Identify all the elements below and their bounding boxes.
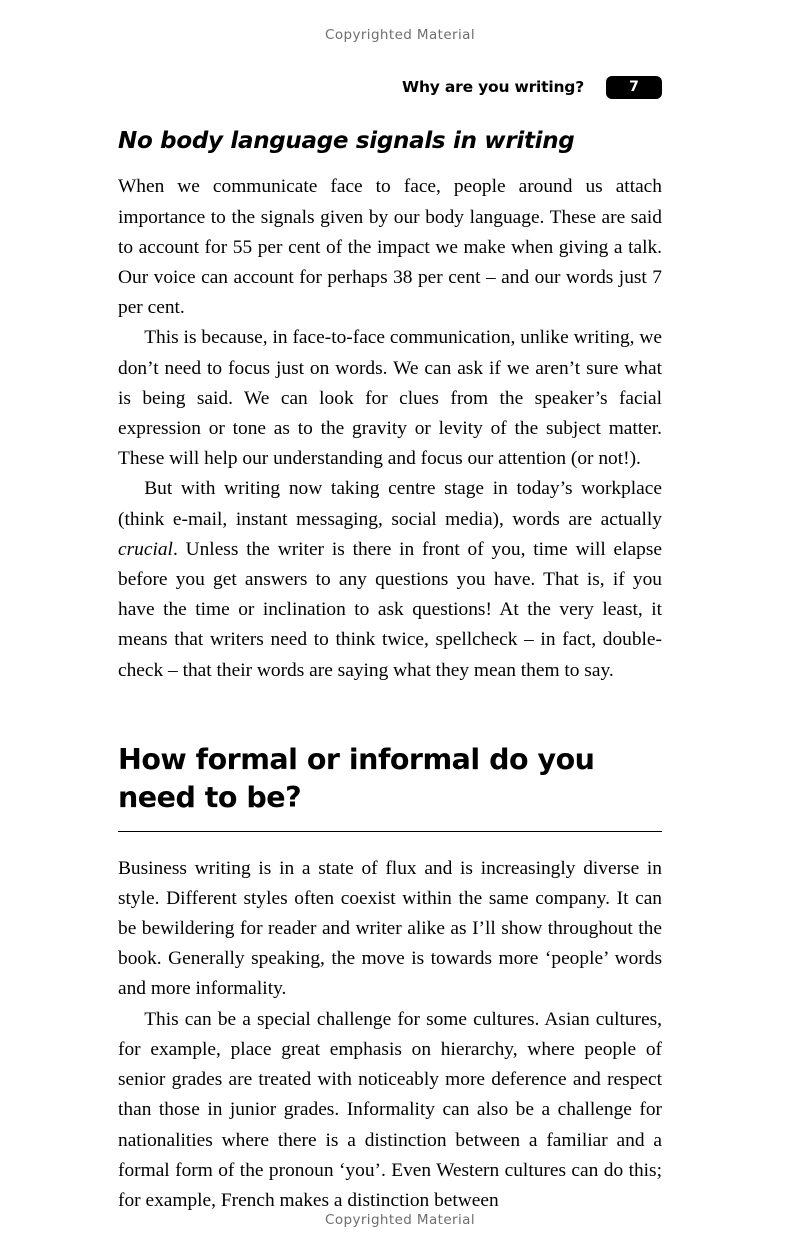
section-body-how-formal bbox=[118, 854, 662, 1216]
section-no-body-language bbox=[118, 128, 662, 686]
heading-divider bbox=[118, 831, 662, 832]
paragraph: When we communicate face to face, people around us attach importance to the signals given by our body language. These are said to account for 55 per cent of the impact we make when giving a talk. Our voice can account for perhaps 38 per cent – and our words just 7 per cent. bbox=[118, 176, 662, 319]
copyright-watermark-top: Copyrighted Material bbox=[325, 27, 475, 43]
paragraph: Business writing is in a state of flux and is increasingly diverse in style. Different styles often coexist within the same company. It can be bewildering for reader and writer alike as I’ll show throughout the book. Generally speaking, the move is towards more ‘people’ words and more informality. bbox=[118, 857, 662, 1000]
copyright-watermark-bottom: Copyrighted Material bbox=[325, 1212, 475, 1228]
section-how-formal bbox=[118, 741, 662, 1216]
running-head-title: Why are you writing? bbox=[402, 78, 584, 96]
section-heading-how-formal: How formal or informal do you need to be? bbox=[118, 742, 595, 814]
page-number-badge: 7 bbox=[606, 76, 662, 99]
paragraph-text-post: . Unless the writer is there in front of you, time will elapse before you get answers to any questions you have. That is, if you have the time or inclination to ask questions! At the very least, it means that writers need to think twice, spellcheck – in fact, double-check – that their words are saying what they mean them to say. bbox=[118, 538, 662, 681]
emphasis-crucial: crucial bbox=[118, 538, 173, 560]
paragraph bbox=[118, 474, 662, 685]
page-content bbox=[118, 128, 662, 1216]
paragraph: This can be a special challenge for some cultures. Asian cultures, for example, place great emphasis on hierarchy, where people of senior grades are treated with noticeably more deference and respect than those in junior grades. Informality can also be a challenge for nationalities where there is a distinction between a familiar and a formal form of the pronoun ‘you’. Even Western cultures can do this; for example, French makes a distinction between bbox=[118, 1008, 662, 1211]
running-head bbox=[118, 74, 662, 100]
paragraph-text-pre: But with writing now taking centre stage in today’s workplace (think e-mail, instant messaging, social media), words are actually bbox=[118, 478, 662, 530]
section-body-no-body-language bbox=[118, 172, 662, 685]
paragraph: This is because, in face-to-face communication, unlike writing, we don’t need to focus just on words. We can ask if we aren’t sure what is being said. We can look for clues from the speaker’s facial expression or tone as to the gravity or levity of the subject matter. These will help our understanding and focus our attention (or not!). bbox=[118, 327, 662, 470]
section-heading-no-body-language: No body language signals in writing bbox=[118, 128, 575, 154]
